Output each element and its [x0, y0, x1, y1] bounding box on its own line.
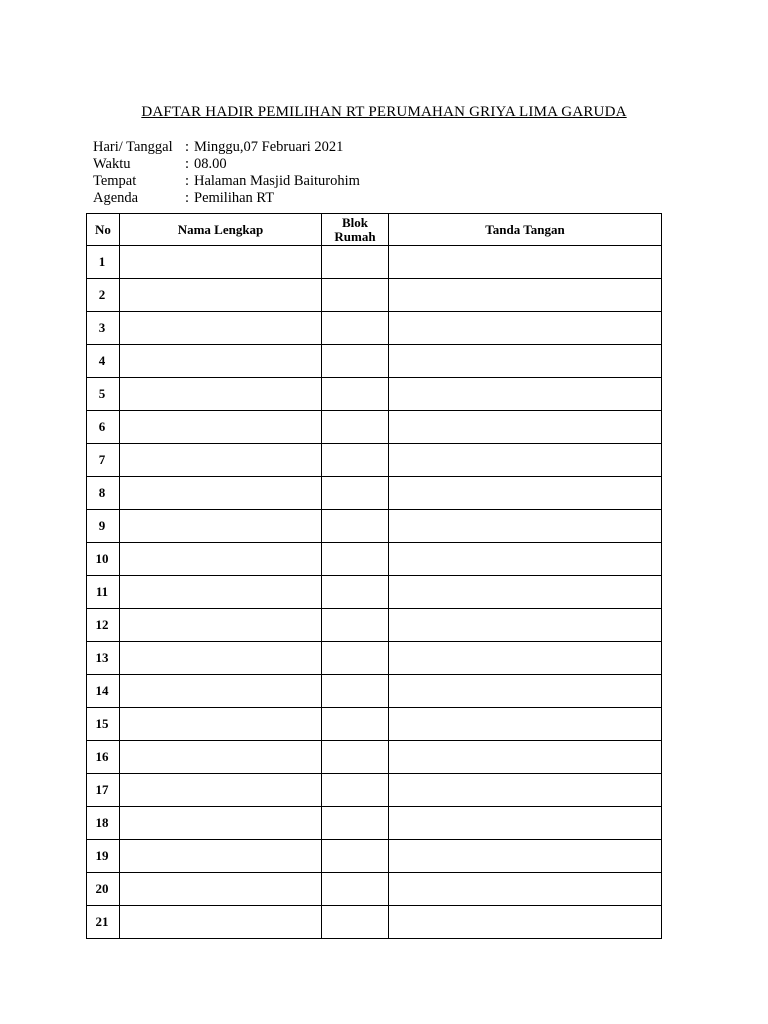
- cell-no: 9: [87, 510, 120, 543]
- cell-blok-rumah: [322, 444, 389, 477]
- info-value: 08.00: [194, 156, 227, 172]
- info-label: Tempat: [93, 173, 137, 189]
- cell-blok-rumah: [322, 642, 389, 675]
- table-row: [87, 576, 662, 609]
- info-colon: :: [185, 156, 190, 172]
- cell-blok-rumah: [322, 609, 389, 642]
- cell-blok-rumah: [322, 741, 389, 774]
- info-colon: :: [185, 173, 190, 189]
- cell-no: 8: [87, 477, 120, 510]
- cell-nama-lengkap: [120, 279, 322, 312]
- table-row: [87, 774, 662, 807]
- table-row: [87, 873, 662, 906]
- cell-nama-lengkap: [120, 906, 322, 939]
- cell-nama-lengkap: [120, 246, 322, 279]
- table-row: [87, 444, 662, 477]
- cell-nama-lengkap: [120, 873, 322, 906]
- cell-tanda-tangan: [389, 807, 662, 840]
- cell-no: 19: [87, 840, 120, 873]
- cell-nama-lengkap: [120, 378, 322, 411]
- cell-tanda-tangan: [389, 675, 662, 708]
- info-colon: :: [185, 139, 190, 155]
- document-title: DAFTAR HADIR PEMILIHAN RT PERUMAHAN GRIYA LIMA GARUDA: [141, 104, 627, 120]
- cell-blok-rumah: [322, 279, 389, 312]
- info-value: Halaman Masjid Baiturohim: [194, 173, 360, 189]
- cell-blok-rumah: [322, 312, 389, 345]
- cell-blok-rumah: [322, 378, 389, 411]
- header-nama-lengkap: Nama Lengkap: [120, 214, 322, 246]
- cell-nama-lengkap: [120, 708, 322, 741]
- cell-blok-rumah: [322, 543, 389, 576]
- table-row: [87, 708, 662, 741]
- cell-blok-rumah: [322, 774, 389, 807]
- meeting-info: [93, 139, 360, 207]
- cell-no: 12: [87, 609, 120, 642]
- cell-no: 14: [87, 675, 120, 708]
- info-row-time: [93, 156, 360, 173]
- cell-no: 17: [87, 774, 120, 807]
- cell-no: 2: [87, 279, 120, 312]
- cell-blok-rumah: [322, 411, 389, 444]
- cell-nama-lengkap: [120, 609, 322, 642]
- cell-tanda-tangan: [389, 510, 662, 543]
- cell-tanda-tangan: [389, 774, 662, 807]
- table-row: [87, 906, 662, 939]
- cell-nama-lengkap: [120, 741, 322, 774]
- table-row: [87, 279, 662, 312]
- cell-tanda-tangan: [389, 873, 662, 906]
- cell-nama-lengkap: [120, 807, 322, 840]
- info-label: Waktu: [93, 156, 131, 172]
- header-blok-line1: Blok: [341, 214, 368, 230]
- attendance-table: [86, 213, 662, 939]
- table-row: [87, 807, 662, 840]
- table-row: [87, 642, 662, 675]
- cell-no: 3: [87, 312, 120, 345]
- info-value: Pemilihan RT: [194, 190, 275, 206]
- table-row: [87, 840, 662, 873]
- cell-tanda-tangan: [389, 444, 662, 477]
- table-row: [87, 609, 662, 642]
- cell-tanda-tangan: [389, 279, 662, 312]
- table-row: [87, 543, 662, 576]
- table-row: [87, 312, 662, 345]
- header-tanda-tangan: Tanda Tangan: [389, 214, 662, 246]
- cell-no: 20: [87, 873, 120, 906]
- header-blok-rumah: [322, 214, 389, 246]
- info-row-agenda: [93, 190, 360, 207]
- cell-nama-lengkap: [120, 543, 322, 576]
- cell-blok-rumah: [322, 708, 389, 741]
- cell-tanda-tangan: [389, 642, 662, 675]
- cell-no: 16: [87, 741, 120, 774]
- cell-tanda-tangan: [389, 345, 662, 378]
- cell-nama-lengkap: [120, 576, 322, 609]
- cell-blok-rumah: [322, 906, 389, 939]
- cell-nama-lengkap: [120, 411, 322, 444]
- cell-nama-lengkap: [120, 312, 322, 345]
- cell-blok-rumah: [322, 873, 389, 906]
- cell-no: 1: [87, 246, 120, 279]
- cell-nama-lengkap: [120, 345, 322, 378]
- info-colon: :: [185, 190, 190, 206]
- cell-nama-lengkap: [120, 774, 322, 807]
- cell-no: 13: [87, 642, 120, 675]
- cell-nama-lengkap: [120, 675, 322, 708]
- info-row-place: [93, 173, 360, 190]
- cell-no: 5: [87, 378, 120, 411]
- cell-blok-rumah: [322, 510, 389, 543]
- cell-nama-lengkap: [120, 510, 322, 543]
- cell-tanda-tangan: [389, 246, 662, 279]
- cell-blok-rumah: [322, 477, 389, 510]
- cell-no: 7: [87, 444, 120, 477]
- table-header-row: [87, 214, 662, 246]
- table-row: [87, 510, 662, 543]
- cell-tanda-tangan: [389, 708, 662, 741]
- cell-blok-rumah: [322, 345, 389, 378]
- cell-blok-rumah: [322, 576, 389, 609]
- cell-tanda-tangan: [389, 312, 662, 345]
- info-label: Agenda: [93, 190, 139, 206]
- cell-tanda-tangan: [389, 411, 662, 444]
- cell-blok-rumah: [322, 807, 389, 840]
- cell-tanda-tangan: [389, 906, 662, 939]
- cell-tanda-tangan: [389, 378, 662, 411]
- table-row: [87, 675, 662, 708]
- cell-no: 21: [87, 906, 120, 939]
- info-value: Minggu,07 Februari 2021: [194, 139, 344, 155]
- cell-blok-rumah: [322, 840, 389, 873]
- cell-tanda-tangan: [389, 741, 662, 774]
- cell-tanda-tangan: [389, 543, 662, 576]
- cell-no: 6: [87, 411, 120, 444]
- info-label: Hari/ Tanggal: [93, 139, 173, 155]
- info-row-date: [93, 139, 360, 156]
- cell-no: 11: [87, 576, 120, 609]
- header-no: No: [87, 214, 120, 246]
- cell-tanda-tangan: [389, 840, 662, 873]
- cell-blok-rumah: [322, 246, 389, 279]
- header-blok-line2: Rumah: [334, 228, 376, 244]
- cell-nama-lengkap: [120, 840, 322, 873]
- cell-no: 15: [87, 708, 120, 741]
- cell-nama-lengkap: [120, 642, 322, 675]
- cell-tanda-tangan: [389, 609, 662, 642]
- cell-tanda-tangan: [389, 576, 662, 609]
- table-row: [87, 345, 662, 378]
- cell-nama-lengkap: [120, 477, 322, 510]
- cell-no: 18: [87, 807, 120, 840]
- table-row: [87, 378, 662, 411]
- cell-no: 10: [87, 543, 120, 576]
- table-row: [87, 411, 662, 444]
- table-row: [87, 741, 662, 774]
- table-row: [87, 246, 662, 279]
- cell-tanda-tangan: [389, 477, 662, 510]
- cell-blok-rumah: [322, 675, 389, 708]
- cell-no: 4: [87, 345, 120, 378]
- cell-nama-lengkap: [120, 444, 322, 477]
- table-row: [87, 477, 662, 510]
